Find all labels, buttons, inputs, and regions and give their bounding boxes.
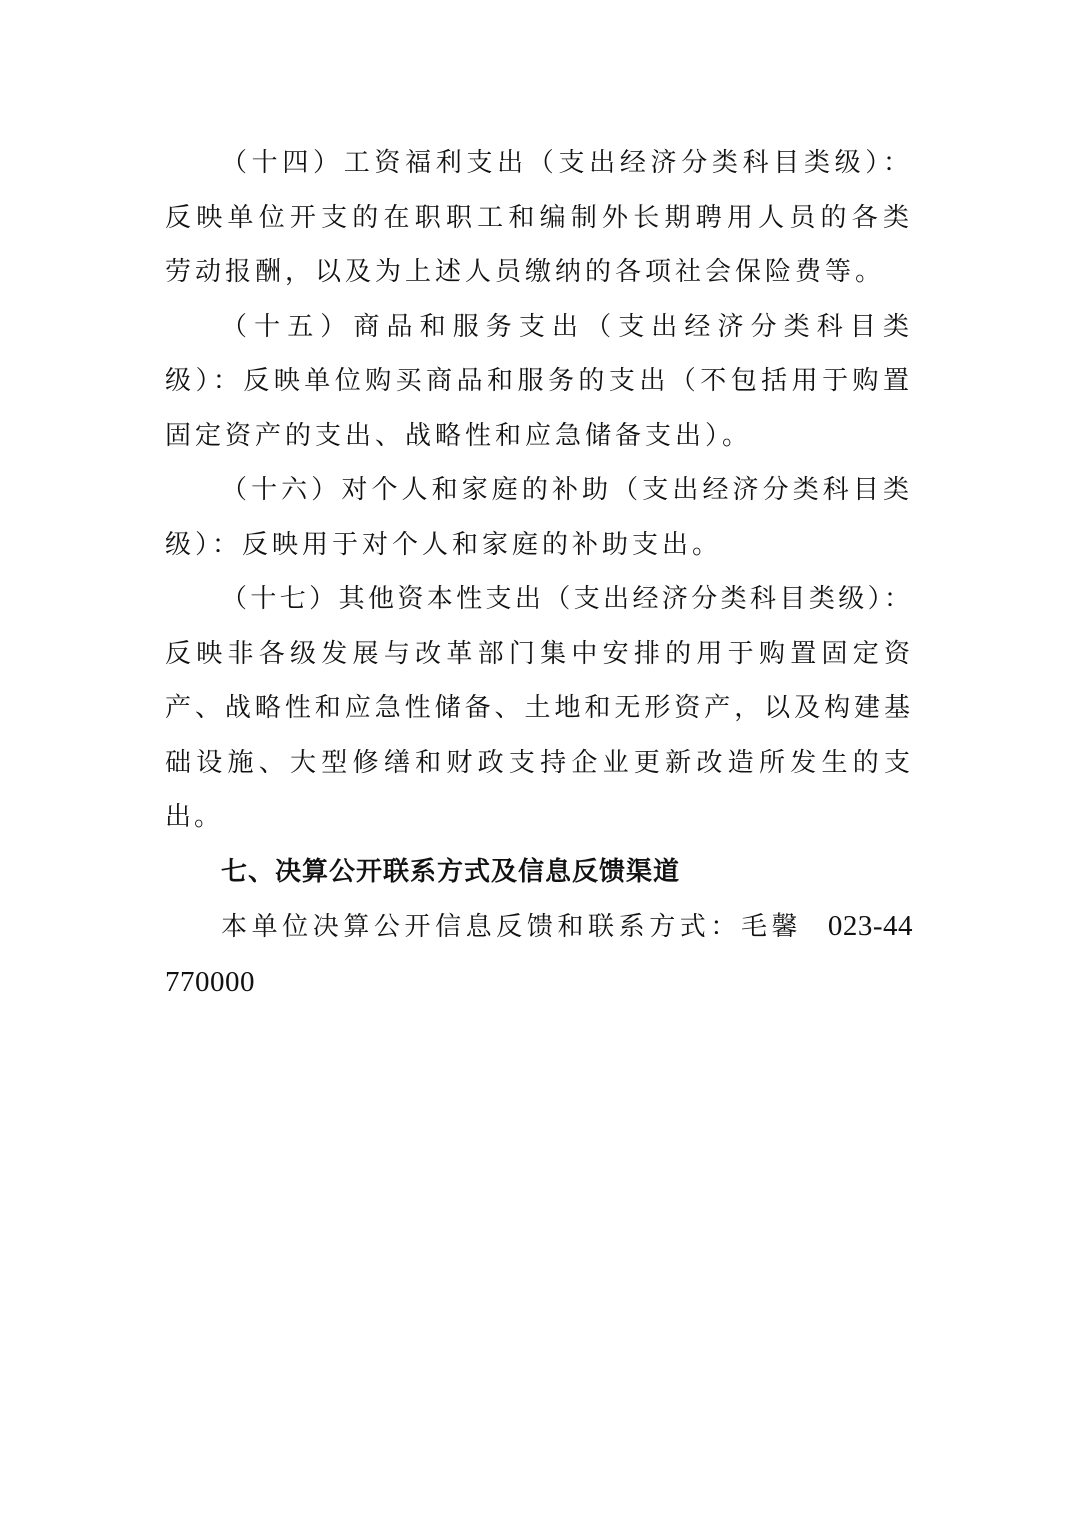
paragraph-item-15: （十五）商品和服务支出（支出经济分类科目类级）：反映单位购买商品和服务的支出（不包括用于购置固定资产的支出、战略性和应急储备支出）。 bbox=[165, 311, 913, 451]
contact-phone-number: 023-44770000 bbox=[165, 910, 913, 998]
paragraph-item-16: （十六）对个人和家庭的补助（支出经济分类科目类级）：反映用于对个人和家庭的补助支出。 bbox=[165, 475, 913, 560]
section-heading: 七、决算公开联系方式及信息反馈渠道 bbox=[221, 856, 681, 887]
document-body bbox=[165, 136, 913, 1010]
contact-paragraph bbox=[165, 899, 913, 1010]
contact-label: 本单位决算公开信息反馈和联系方式：毛馨 bbox=[221, 912, 803, 942]
paragraph-item-17: （十七）其他资本性支出（支出经济分类科目类级）：反映非各级发展与改革部门集中安排的用于购置固定资产、战略性和应急性储备、土地和无形资产，以及构建基础设施、大型修缮和财政支持企业更新改造所发生的支出。 bbox=[165, 584, 913, 832]
paragraph-item-14: （十四）工资福利支出（支出经济分类科目类级）：反映单位开支的在职职工和编制外长期聘用人员的各类劳动报酬，以及为上述人员缴纳的各项社会保险费等。 bbox=[165, 148, 913, 287]
